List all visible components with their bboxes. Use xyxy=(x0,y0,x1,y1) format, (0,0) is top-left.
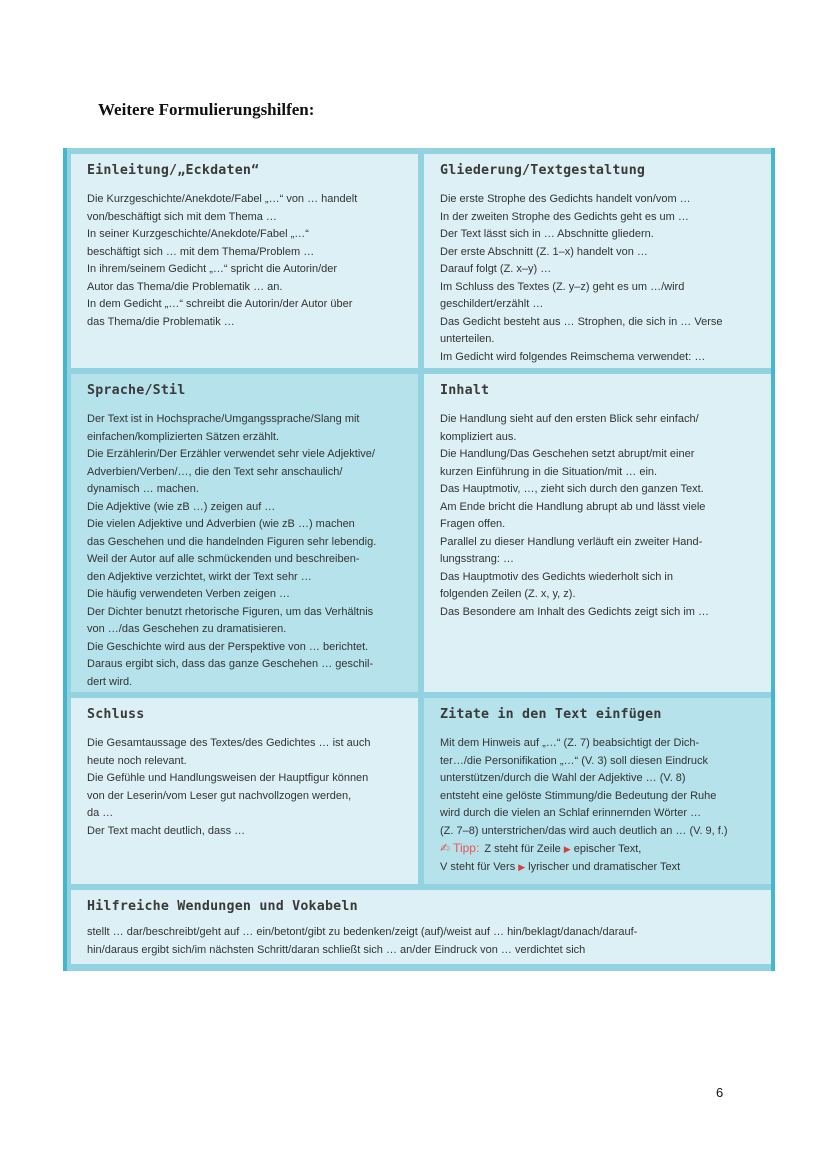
text-line: Die vielen Adjektive und Adverbien (wie zB …) machen xyxy=(87,518,355,530)
text-line: Das Hauptmotiv des Gedichts wiederholt sich in xyxy=(440,570,673,583)
text-line: beschäftigt sich … mit dem Thema/Problem … xyxy=(87,245,315,258)
tip-label: Tipp: xyxy=(453,841,480,855)
text-line: Am Ende bricht die Handlung abrupt ab und lässt viele xyxy=(440,500,706,513)
box-title-schluss: Schluss xyxy=(87,707,145,722)
tip-icon: ✍ xyxy=(440,841,451,855)
tip-line-1 xyxy=(440,840,759,859)
box-body-sprache xyxy=(87,411,406,691)
box-body-gliederung xyxy=(440,191,759,366)
text-line: hin/daraus ergibt sich/im nächsten Schritt/daran schließt sich … an/der Eindruck von … verdichtet sich xyxy=(87,943,586,956)
text-line: kompliziert aus. xyxy=(440,430,517,443)
text-line: Der Dichter benutzt rhetorische Figuren, um das Verhältnis xyxy=(87,605,374,618)
text-line: stellt … dar/beschreibt/geht auf … ein/betont/gibt zu bedenken/zeigt (auf)/weist auf … hin/beklagt/danach/darauf- xyxy=(87,926,638,938)
text-line: Weil der Autor auf alle schmückenden und beschreiben- xyxy=(87,553,360,565)
text-line: das Geschehen und die handelnden Figuren sehr lebendig. xyxy=(87,535,377,548)
text-line: ter…/die Personifikation „…“ (V. 3) soll diesen Eindruck xyxy=(440,754,708,767)
box-body-schluss xyxy=(87,735,406,840)
text-line: In dem Gedicht „…“ schreibt die Autorin/der Autor über xyxy=(87,298,353,310)
text-line: das Thema/die Problematik … xyxy=(87,315,235,328)
text-line: Die Adjektive (wie zB …) zeigen auf … xyxy=(87,500,276,513)
text-line: heute noch relevant. xyxy=(87,754,187,767)
tip-text: lyrischer und dramatischer Text xyxy=(528,860,681,873)
box-wendungen xyxy=(71,890,771,964)
box-schluss xyxy=(71,698,418,884)
box-body-einleitung xyxy=(87,191,406,331)
tip-line-2 xyxy=(440,859,759,877)
text-line: Der erste Abschnitt (Z. 1–x) handelt von … xyxy=(440,245,648,258)
text-line: unterstützen/durch die Wahl der Adjektive … (V. 8) xyxy=(440,772,686,784)
page-number: 6 xyxy=(716,1085,724,1100)
text-line: geschildert/erzählt … xyxy=(440,298,544,310)
text-line: da … xyxy=(87,807,114,819)
text-line: Autor das Thema/die Problematik … an. xyxy=(87,280,283,293)
text-line: Im Schluss des Textes (Z. y–z) geht es um …/wird xyxy=(440,280,685,293)
text-line: In seiner Kurzgeschichte/Anekdote/Fabel „…“ xyxy=(87,228,309,240)
text-line: von/beschäftigt sich mit dem Thema … xyxy=(87,210,277,223)
text-line: Fragen offen. xyxy=(440,518,506,530)
text-line: Parallel zu dieser Handlung verläuft ein zweiter Hand- xyxy=(440,535,703,548)
tip-text: epischer Text, xyxy=(573,843,642,855)
box-title-einleitung: Einleitung/„Eckdaten“ xyxy=(87,163,260,178)
box-body-inhalt xyxy=(440,411,759,621)
box-inhalt xyxy=(424,374,771,692)
box-title-zitate: Zitate in den Text einfügen xyxy=(440,707,662,722)
arrow-right-icon: ▶ xyxy=(518,861,526,872)
box-zitate xyxy=(424,698,771,884)
text-line: von …/das Geschehen zu dramatisieren. xyxy=(87,623,287,635)
box-sprache xyxy=(71,374,418,692)
text-line: folgenden Zeilen (Z. x, y, z). xyxy=(440,588,576,600)
text-line: einfachen/komplizierten Sätzen erzählt. xyxy=(87,430,279,443)
text-line: Die Kurzgeschichte/Anekdote/Fabel „…“ von … handelt xyxy=(87,193,358,205)
text-line: Die häufig verwendeten Verben zeigen … xyxy=(87,588,291,600)
tip-text: V steht für Vers xyxy=(440,860,516,873)
text-line: unterteilen. xyxy=(440,333,495,345)
text-line: Der Text macht deutlich, dass … xyxy=(87,824,246,837)
text-line: den Adjektive verzichtet, wirkt der Text sehr … xyxy=(87,570,312,583)
page-heading: Weitere Formulierungshilfen: xyxy=(98,100,315,119)
box-body-zitate xyxy=(440,735,759,876)
box-einleitung xyxy=(71,154,418,368)
text-line: entsteht eine gelöste Stimmung/die Bedeutung der Ruhe xyxy=(440,789,717,802)
text-line: Die Erzählerin/Der Erzähler verwendet sehr viele Adjektive/ xyxy=(87,448,375,460)
box-title-gliederung: Gliederung/Textgestaltung xyxy=(440,163,646,178)
box-title-inhalt: Inhalt xyxy=(440,383,490,398)
text-line: Die Gefühle und Handlungsweisen der Hauptfigur können xyxy=(87,772,369,784)
text-line: Der Text lässt sich in … Abschnitte gliedern. xyxy=(440,228,654,240)
text-line: von der Leserin/vom Leser gut nachvollzogen werden, xyxy=(87,789,352,802)
text-line: Adverbien/Verben/…, die den Text sehr anschaulich/ xyxy=(87,465,343,478)
text-line: Die Geschichte wird aus der Perspektive von … berichtet. xyxy=(87,640,369,653)
text-line: lungsstrang: … xyxy=(440,553,514,565)
text-line: Mit dem Hinweis auf „…“ (Z. 7) beabsichtigt der Dich- xyxy=(440,737,700,749)
text-line: Der Text ist in Hochsprache/Umgangssprache/Slang mit xyxy=(87,413,360,425)
text-line: (Z. 7–8) unterstrichen/das wird auch deutlich an … (V. 9, f.) xyxy=(440,824,728,837)
text-line: dynamisch … machen. xyxy=(87,483,199,495)
text-line: In ihrem/seinem Gedicht „…“ spricht die Autorin/der xyxy=(87,263,338,275)
text-line: Die Handlung sieht auf den ersten Blick sehr einfach/ xyxy=(440,413,699,425)
text-line: Die Gesamtaussage des Textes/des Gedichtes … ist auch xyxy=(87,737,371,749)
box-title-wendungen: Hilfreiche Wendungen und Vokabeln xyxy=(87,899,358,914)
box-gliederung xyxy=(424,154,771,368)
formulation-panel xyxy=(63,148,775,971)
text-line: Die erste Strophe des Gedichts handelt von/vom … xyxy=(440,193,691,205)
text-line: dert wird. xyxy=(87,675,133,688)
box-body-wendungen xyxy=(87,924,759,959)
text-line: In der zweiten Strophe des Gedichts geht es um … xyxy=(440,210,689,223)
text-line: Das Hauptmotiv, …, zieht sich durch den ganzen Text. xyxy=(440,483,704,495)
text-line: Das Gedicht besteht aus … Strophen, die sich in … Verse xyxy=(440,315,723,328)
tip-text: Z steht für Zeile xyxy=(484,843,561,855)
text-line: Die Handlung/Das Geschehen setzt abrupt/mit einer xyxy=(440,448,695,460)
text-line: Im Gedicht wird folgendes Reimschema verwendet: … xyxy=(440,350,706,363)
text-line: Das Besondere am Inhalt des Gedichts zeigt sich im … xyxy=(440,605,710,618)
box-title-sprache: Sprache/Stil xyxy=(87,383,186,398)
text-line: Darauf folgt (Z. x–y) … xyxy=(440,263,552,275)
text-line: kurzen Einführung in die Situation/mit … ein. xyxy=(440,465,658,478)
arrow-right-icon: ▶ xyxy=(563,844,571,854)
text-line: wird durch die vielen an Schlaf erinnernden Wörter … xyxy=(440,807,702,819)
text-line: Daraus ergibt sich, dass das ganze Geschehen … geschil- xyxy=(87,658,374,670)
